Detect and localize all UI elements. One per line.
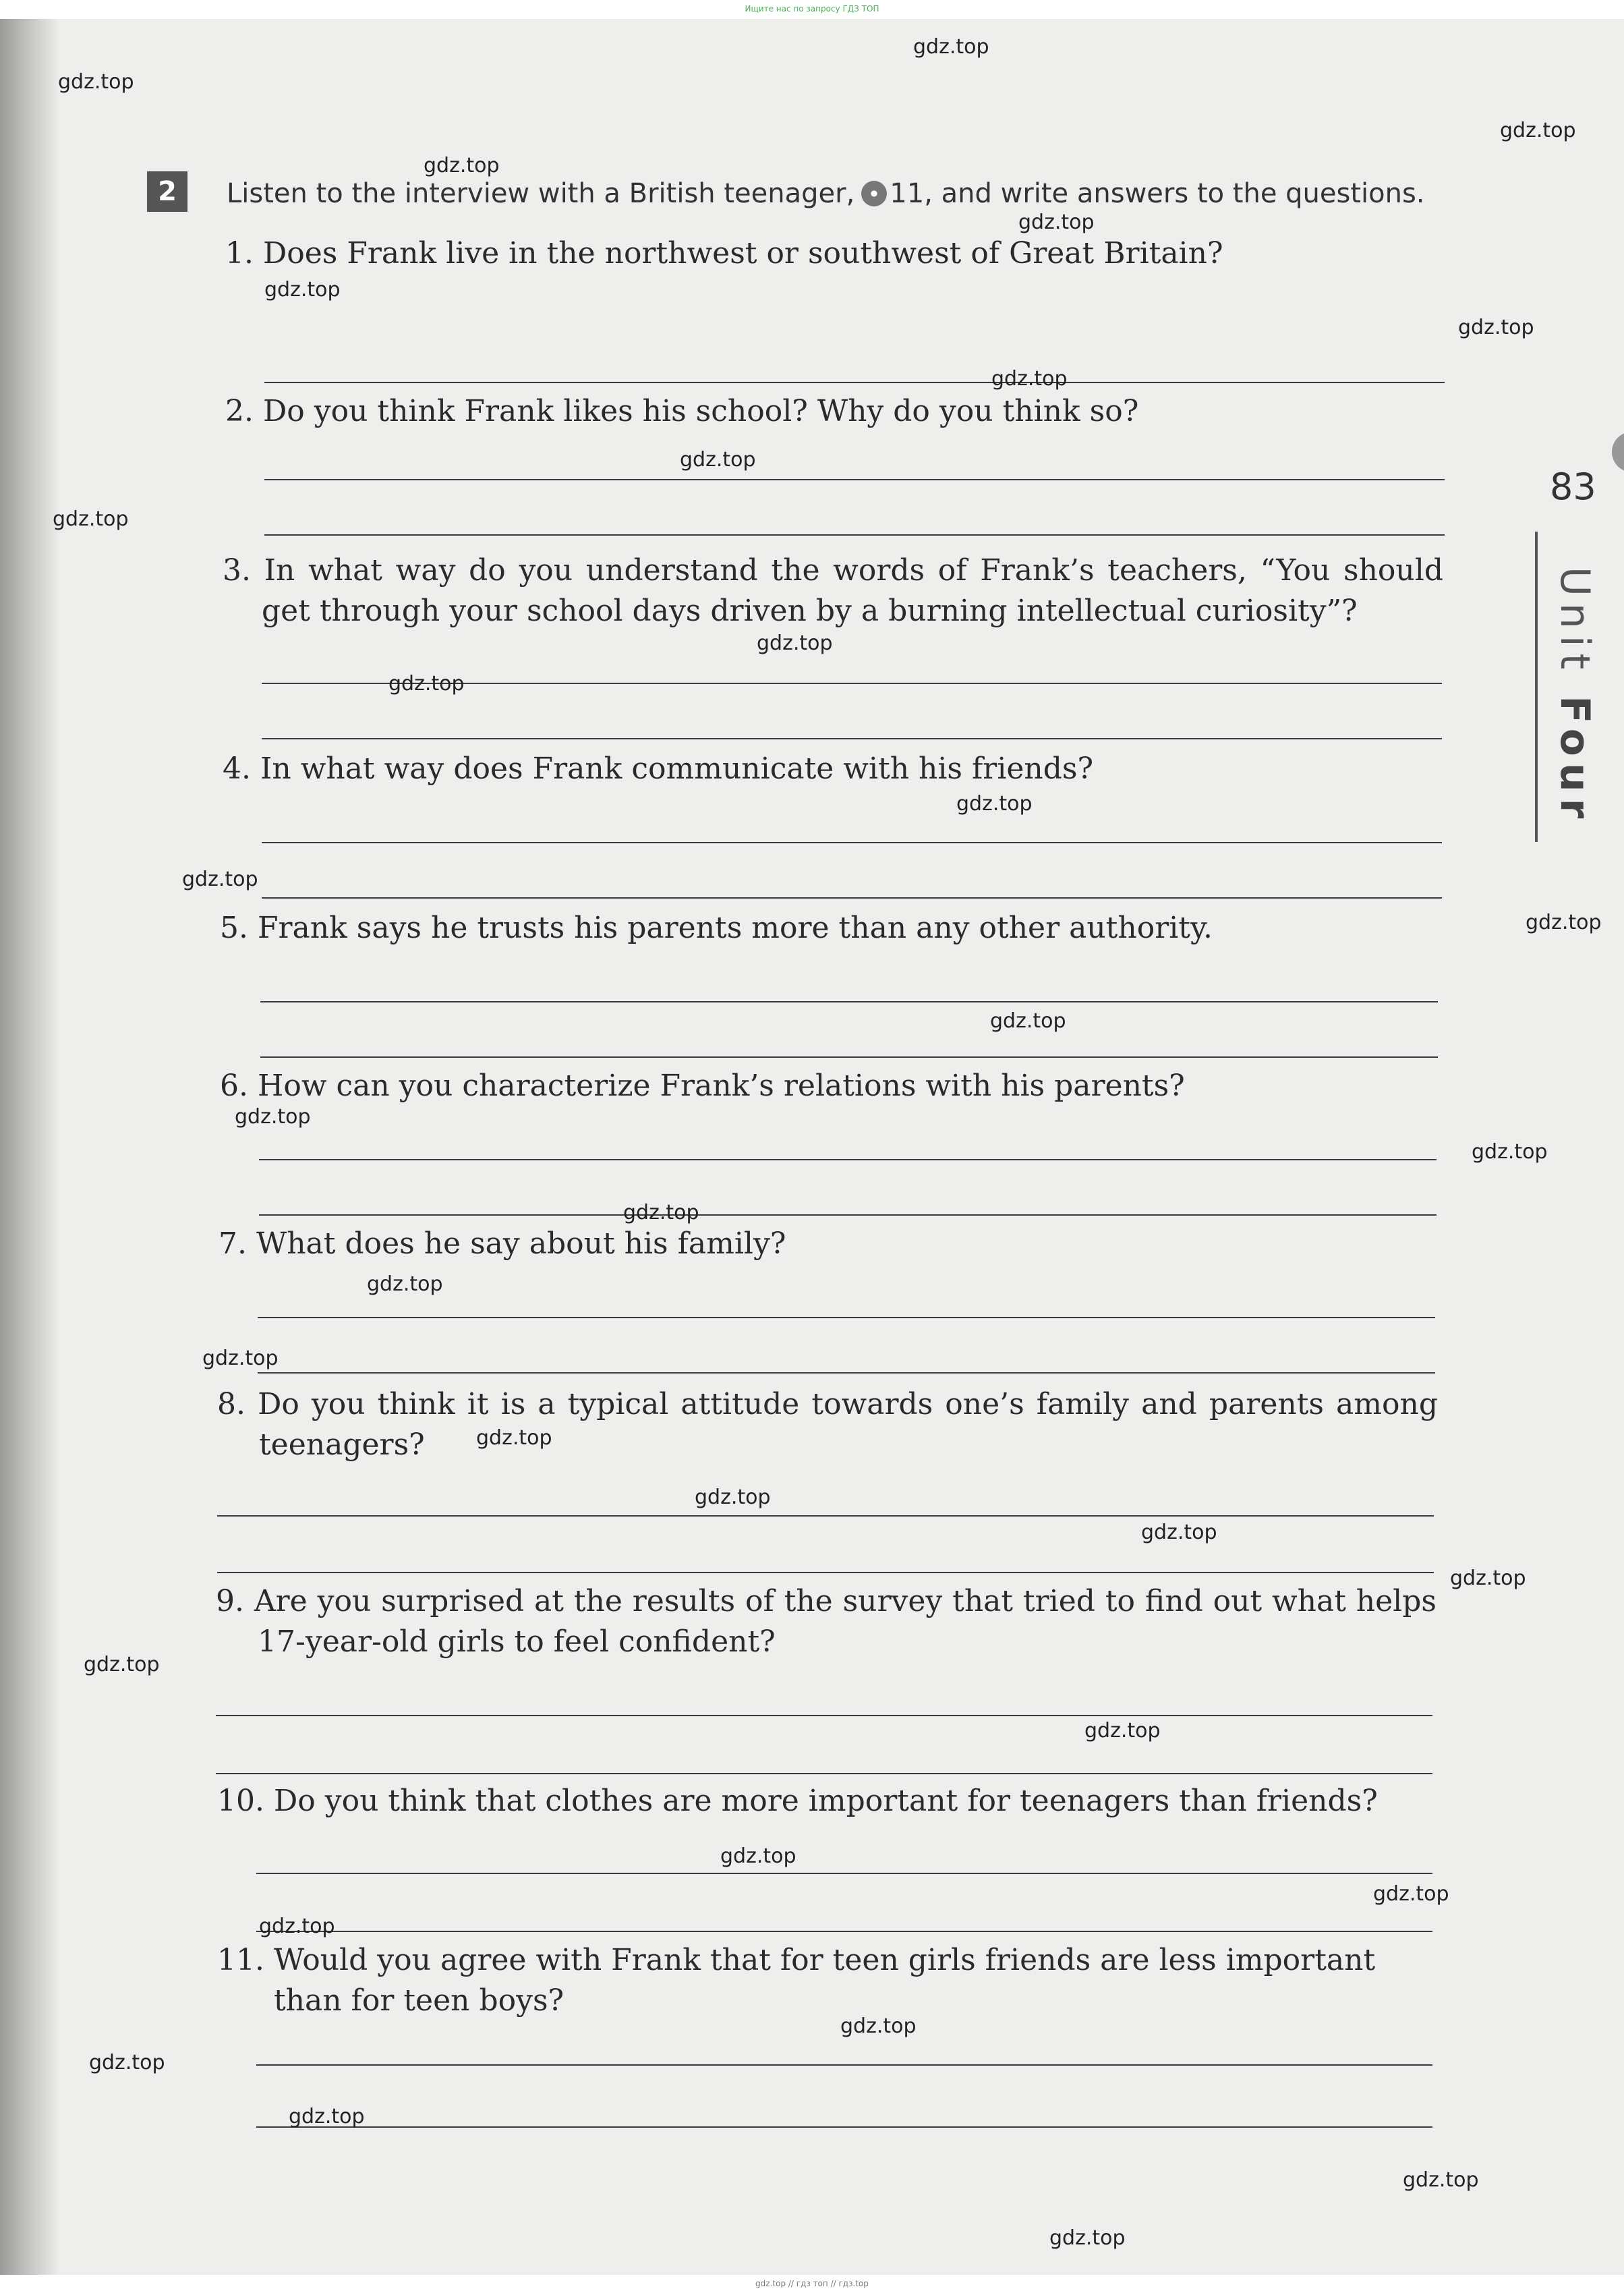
answer-line[interactable]	[256, 1873, 1432, 1874]
answer-line[interactable]	[256, 1931, 1432, 1932]
watermark-text: gdz.top	[235, 1105, 311, 1129]
unit-divider	[1535, 532, 1538, 842]
watermark-text: gdz.top	[1018, 210, 1095, 234]
watermark-text: gdz.top	[424, 154, 500, 177]
answer-line[interactable]	[262, 842, 1442, 843]
watermark-text: gdz.top	[1049, 2226, 1126, 2250]
site-footer-note: gdz.top // гдз топ // гдз.top	[755, 2279, 869, 2288]
question-number: 1.	[225, 236, 254, 271]
watermark-text: gdz.top	[695, 1486, 771, 1509]
answer-line[interactable]	[216, 1773, 1432, 1774]
watermark-text: gdz.top	[388, 672, 465, 696]
watermark-text: gdz.top	[990, 1009, 1066, 1033]
answer-line[interactable]	[262, 738, 1442, 739]
question-text: In what way does Frank communicate with his friends?	[260, 752, 1094, 786]
watermark-text: gdz.top	[680, 448, 756, 472]
question-text: Does Frank live in the northwest or southwest of Great Britain?	[262, 236, 1223, 271]
question-4	[223, 749, 1437, 789]
unit-word: Unit	[1551, 567, 1598, 677]
question-text: How can you characterize Frank’s relations with his parents?	[257, 1069, 1185, 1103]
watermark-text: gdz.top	[757, 631, 833, 655]
watermark-text: gdz.top	[1450, 1566, 1526, 1590]
question-text: Frank says he trusts his parents more than any other authority.	[257, 911, 1213, 945]
watermark-text: gdz.top	[264, 278, 341, 302]
exercise-instruction	[227, 177, 1427, 210]
question-text: Do you think that clothes are more important for teenagers than friends?	[273, 1784, 1378, 1818]
instruction-text-end: , and write answers to the questions.	[924, 178, 1425, 209]
watermark-text: gdz.top	[202, 1347, 279, 1370]
watermark-text: gdz.top	[182, 868, 258, 891]
watermark-text: gdz.top	[89, 2051, 165, 2074]
question-7	[219, 1224, 1432, 1264]
answer-line[interactable]	[260, 1056, 1438, 1058]
exercise-number-badge: 2	[147, 171, 187, 212]
unit-name: Four	[1551, 696, 1598, 826]
answer-line[interactable]	[264, 382, 1445, 383]
question-number: 8.	[217, 1387, 245, 1421]
watermark-text: gdz.top	[367, 1272, 443, 1296]
question-number: 7.	[219, 1226, 247, 1261]
question-8	[217, 1384, 1438, 1465]
instruction-text-start: Listen to the interview with a British teenager,	[227, 178, 855, 209]
watermark-text: gdz.top	[1500, 119, 1576, 142]
question-1	[225, 233, 1439, 274]
answer-line[interactable]	[217, 1515, 1434, 1517]
watermark-text: gdz.top	[84, 1653, 160, 1676]
site-search-note: Ищите нас по запросу ГДЗ ТОП	[745, 4, 879, 13]
question-number: 5.	[220, 911, 248, 945]
answer-line[interactable]	[217, 1572, 1434, 1573]
answer-line[interactable]	[264, 534, 1445, 536]
answer-line[interactable]	[260, 1001, 1438, 1002]
question-text: What does he say about his family?	[256, 1226, 786, 1261]
watermark-text: gdz.top	[720, 1844, 796, 1868]
question-number: 11.	[217, 1943, 264, 1977]
audio-cd-icon	[861, 181, 887, 206]
page-binding-shadow	[0, 0, 61, 2291]
question-9	[216, 1581, 1437, 1662]
question-text: Are you surprised at the results of the survey that tried to find out what helps 17-year-old girls to feel confident?	[254, 1584, 1437, 1659]
answer-line[interactable]	[216, 1715, 1432, 1716]
page-number: 83	[1550, 465, 1596, 508]
answer-line[interactable]	[264, 479, 1445, 480]
watermark-text: gdz.top	[1084, 1719, 1161, 1743]
watermark-text: gdz.top	[956, 792, 1033, 816]
watermark-text: gdz.top	[991, 367, 1068, 391]
watermark-text: gdz.top	[259, 1915, 335, 1938]
question-11	[217, 1940, 1439, 2021]
watermark-text: gdz.top	[53, 507, 129, 531]
answer-line[interactable]	[256, 2064, 1432, 2066]
question-number: 10.	[217, 1784, 264, 1818]
answer-line[interactable]	[258, 1317, 1435, 1318]
watermark-text: gdz.top	[289, 2105, 365, 2128]
question-text: In what way do you understand the words of Frank’s teachers, “You should get through your school days driven by a burning intellectual curiosity”?	[262, 553, 1443, 628]
question-number: 2.	[225, 394, 254, 428]
question-number: 4.	[223, 752, 251, 786]
question-3	[223, 550, 1443, 631]
watermark-text: gdz.top	[840, 2014, 917, 2038]
watermark-text: gdz.top	[1141, 1521, 1217, 1544]
audio-track-number: 11	[890, 178, 925, 209]
answer-line[interactable]	[259, 1214, 1437, 1216]
question-number: 9.	[216, 1584, 244, 1618]
watermark-text: gdz.top	[1458, 316, 1534, 339]
question-text: Would you agree with Frank that for teen girls friends are less important than for teen boys?	[273, 1943, 1376, 2018]
watermark-text: gdz.top	[476, 1426, 552, 1450]
question-text: Do you think Frank likes his school? Why do you think so?	[262, 394, 1139, 428]
unit-label	[1551, 567, 1598, 825]
watermark-text: gdz.top	[58, 70, 134, 94]
site-footer-strip	[0, 2275, 1624, 2291]
watermark-text: gdz.top	[1403, 2168, 1479, 2192]
question-6	[220, 1066, 1434, 1106]
question-2	[225, 391, 1439, 432]
watermark-text: gdz.top	[1526, 911, 1602, 934]
question-number: 3.	[223, 553, 251, 588]
answer-line[interactable]	[258, 1372, 1435, 1374]
watermark-text: gdz.top	[913, 35, 989, 59]
question-10	[217, 1781, 1438, 1821]
answer-line[interactable]	[256, 2126, 1432, 2128]
answer-line[interactable]	[259, 1159, 1437, 1160]
watermark-text: gdz.top	[623, 1201, 699, 1224]
site-header-strip	[0, 0, 1624, 19]
watermark-text: gdz.top	[1472, 1140, 1548, 1164]
answer-line[interactable]	[262, 897, 1442, 899]
question-number: 6.	[220, 1069, 248, 1103]
question-text: Do you think it is a typical attitude towards one’s family and parents among teenagers?	[258, 1387, 1438, 1462]
watermark-text: gdz.top	[1373, 1882, 1449, 1906]
question-5	[220, 908, 1434, 949]
